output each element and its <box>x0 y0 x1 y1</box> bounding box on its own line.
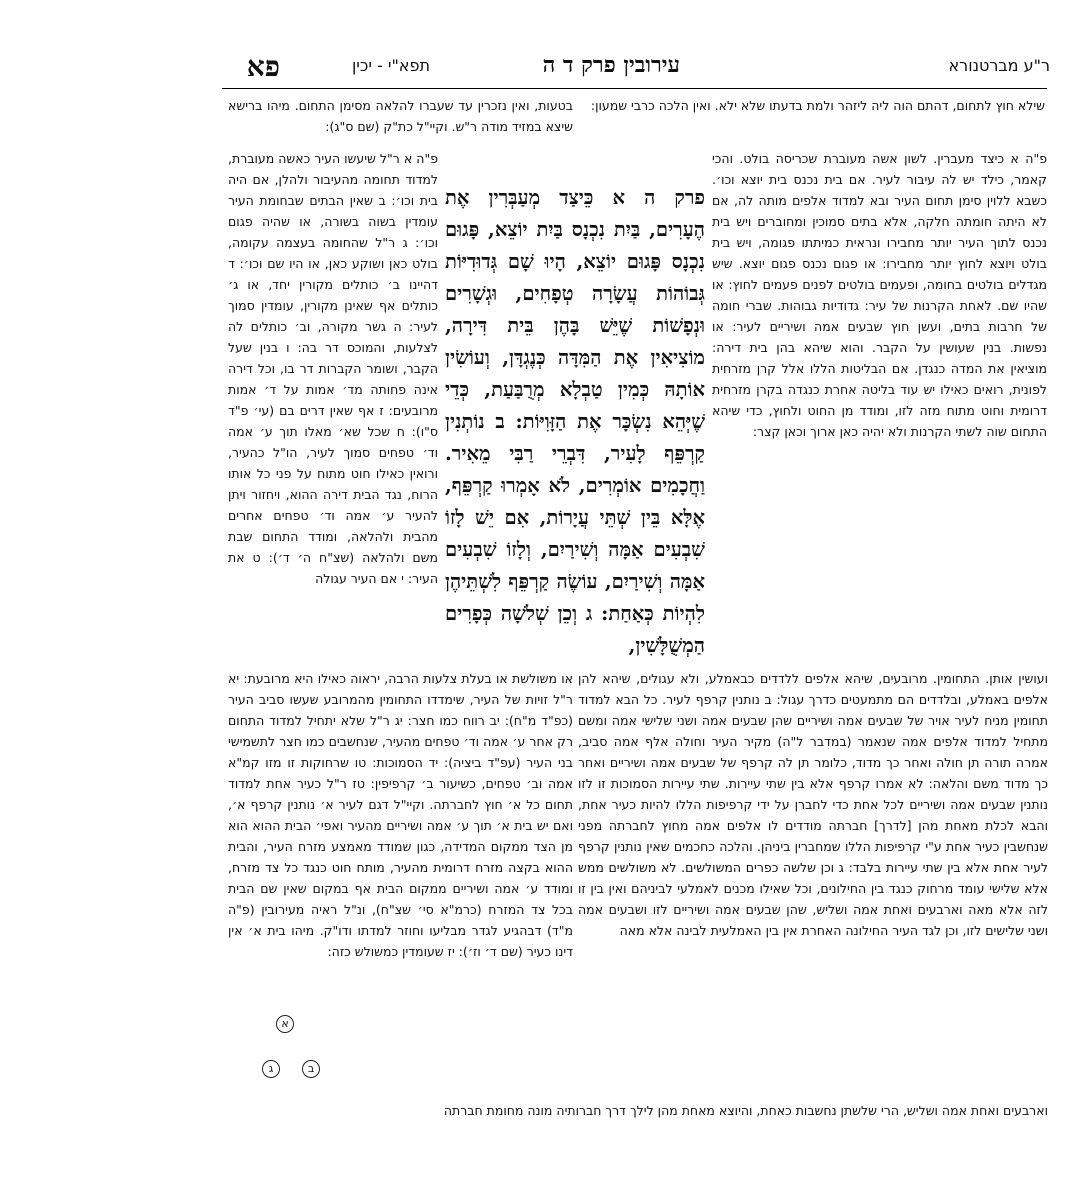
commentary-bottom-line: וארבעים ואחת אמה ושליש, הרי שלשתן נחשבות כאחת, והיוצא מאחת מהן לילך דרך חברותיה מונה מחומת חברתה <box>443 1103 1048 1118</box>
bartenura-column-1: פ"ה א כיצד מעברין. לשון אשה מעוברת שכריסה בולט. והכי קאמר, כילד יש לה עיבור לעיר. אם בית נכנס בית יוצא וכו׳. כשבא ללוין סימן תחום העיר ובא למדוד אלפים מותה לה, אם לא היתה חומתה חלקה, אלא בתים סמוכין ומחוברים ויש בית נכנס לתוך העיר יותר מחבירו ונראית כמיתתו פגומה, ויש בית בולט ויוצא לחוץ יותר מחבירו: או פגום נכנס פגום יוצא. שיש מגדלים בולטים בחומה, ופעמים בולטים לפנים פעמים לחוץ: או שהיו שם. לאחת הקרנות של עיר: גדודיות גבוהות. שברי חומה של חרבות בתים, ועשן חוץ שבעים אמה ושיריים לעיר: או נפשות. בנין שעושין על הקבר. והוא שיהא בהן בית דירה: מוציאין את המדה כנגדן. אם הבליטות הללו אלל קרן מזרחית לפונית, רואים כאילו יש עוד בליטה אחרת כנגדה בקרן מזרחית דרומית וחוט מתוח מזה לזו, ומודד מן החוט ולחוץ, כדי שיהא התחום שוה לשתי הקרנות ולא יהיה כאן ארוך וכאן קצר: <box>712 151 1047 439</box>
page-number: פא <box>246 50 280 83</box>
header-title: עירובין פרק ד ה <box>542 52 680 78</box>
commentary-top-right: שילא חוץ לתחום, דהתם הוה ליה ליזהר ולמת בדעתו שלא ילא. ואין הלכה כרבי שמעון: <box>590 98 1045 113</box>
header-source: ר"ע מברטנורא <box>948 56 1050 75</box>
header-range: תפא"י - יכין <box>351 56 430 75</box>
diagram-circle-b: ב <box>302 1060 320 1078</box>
diagram-circle-a: א <box>276 1015 294 1033</box>
mishna-text: פרק ה א כֵּיצַד מְעַבְּרִין אֶת הֶעָרִים, בַּיִת נִכְנָס בַּיִת יוֹצֵא, פָּגוּם נִכְנָס פָּגוּם יוֹצֵא, הָיוּ שָׁם גְּדוּדִיּוֹת גְּבוֹהוֹת עֲשָׂרָה טְפָחִים, וּגְשָׁרִים וּנְפָשׁוֹת שֶׁיֵּשׁ בָּהֶן בֵּית דִּירָה, מוֹצִיאִין אֶת הַמִּדָּה כְּנֶגְדָּן, וְעוֹשִׂין אוֹתָהּ כְּמִין טַבְלָא מְרֻבַּעַת, כְּדֵי שֶׁיְּהֵא נִשְׂכָּר אֶת הַזָּוִיּוֹת: ב נוֹתְנִין קַרְפֵּף לָעִיר, דִּבְרֵי רַבִּי מֵאִיר. וַחֲכָמִים אוֹמְרִים, לֹא אָמְרוּ קַרְפֵּף, אֶלָּא בֵּין שְׁתֵּי עֲיָרוֹת, אִם יֵשׁ לָזוֹ שִׁבְעִים אַמָּה וְשִׁירַיִם, וְלָזוֹ שִׁבְעִים אַמָּה וְשִׁירַיִם, עוֹשֶׂה קַרְפֵּף לִשְׁתֵּיהֶן לִהְיוֹת כְּאַחַת: ג וְכֵן שְׁלֹשָׁה כְּפָרִים הַמְשֻׁלָּשִׁין, <box>445 186 705 657</box>
header-rule <box>222 88 1047 89</box>
diagram-circle-c: ג <box>262 1060 280 1078</box>
yachin-column-1: פ"ה א ר"ל שיעשו העיר כאשה מעוברת, למדוד תחומה מהעיבור ולהלן, אם היה בית וכו׳: ב שאין הבתים שבחומת העיר עומדין בשוה בשורה, או שהיה פגום וכו׳: ג ר"ל שהחומה בעצמה עקומה, בולט כאן ושוקע כאן, או היו שם וכו׳: ד דהיינו ב׳ כותלים מקורין יחד, או ג׳ כותלים אף שאינן מקורין, עומדין סמוך לעיר: ה גשר מקורה, וב׳ כותלים לה לצלעות, והמוכס דר בה: ו בנין שעל הקבר, ושומר הקברות דר בו, וכל דירה אינה פחותה מד׳ אמות על ד׳ אמות מרובעים: ז אף שאין דרים בם (עי׳ פ"ד ס"ו): ח שכל שא׳ מאלו תוך ע׳ אמה וד׳ טפחים סמוך לעיר, הו"ל כהעיר, ורואין כאילו חוט מתוח על פני כל אותו הרוח, נגד הבית דירה ההוא, ויחזור ויתן להעיר ע׳ אמה וד׳ טפחים אחרים מהבית ולהלאה, ומודד התחום שבת משם ולהלאה (שצ"ח ה׳ ד׳): ט את העיר: י אם העיר עגולה <box>228 151 438 586</box>
commentary-top-left: בטעות, ואין נזכרין עד שעברו להלאה מסימן התחום. מיהו ברישא שיצא במזיד מודה ר"ש. וקיי"ל כת"ק (שם ס"ג): <box>228 98 573 134</box>
yachin-column-2: או משולשת או בעלת צלעות הרבה, יראוה כאילו היא מרובעת: יא ר"ל זויות של העיר, שימדדו התחומין מהמרובע שעשו סביב העיר (כפ"ד מ"ח): יב רווח כמו חצר: יג ר"ל שלא יתחיל למדוד התחום רק אחר ע׳ אמה וד׳ טפחים מהעיר, שנחשבים כמו חצר לתשמישי בני העיר (עפ"ד ביציה): יד הסמוכות: טו שרחוקות זו מזו קמ"א אמה וב׳ טפחים, כשיעור ב׳ קרפיפין: טז ר"ל כעיר אחת למדוד תחום כל א׳ חוץ לחברתה. וקיי"ל דגם לעיר א׳ נותנין קרפף א׳, ואם יש בית א׳ תוך ע׳ אמה ושיריים מהעיר ואפי׳ הבית ההוא הוא מן הצד ממקום המדידה, כגון שמודד מאמצע מזרח העיר, והבית ההוא בקצה מזרח דרומית מהעיר, מותח חוט כנגד כל צד מזרח, ומודד ע׳ אמה ושיריים ממקום הבית אף במקום שאין שם הבית בכל צד המזרח (כרמ"א סי׳ שצ"ח), ונ"ל ראיה מעירובין (פ"ה מ"ד) דבהגיע לגדר מבליעו וחוזר למדתו ודו"ק. מיהו בית א׳ אין דינו כעיר (שם ד׳ וז׳): יז שעומדין כמשולש כזה: <box>228 671 573 959</box>
page-header <box>220 52 1050 92</box>
bartenura-column-2: ועושין אותן. התחומין. מרובעים, שיהא אלפים ללדדים כבאמלע, ולא עגולים, שיהא להן אלפים באמלע, ובלדדים הם מתמעטים כדרך עגול: ב נותנין קרפף לעיר. כל הבא למדוד תחומין מניח לעיר אויר של שבעים אמה ושיריים שהן שבעים אמה ושני שלישי אמה ומשם מתחיל למדוד אלפים אמה שנאמר (במדבר ל"ה) מקיר העיר וחולה אלף אמה סביב, אמרה תורה תן חולה ואחר כך מדוד, כלומר תן לה קרפף של שבעים אמה ושיריים ואחר כך מדוד משם והלאה: לא אמרו קרפף אלא בין שתי עיירות. שתי עיירות הסמוכות זו לזו נותנין שבעים אמה ושיריים לכל אחת כדי לחברן על ידי קרפיפות הללו להיות כעיר אחת, והבא לכלת מאחת מהן [לדרך] חברתה מודדים לו אלפים אמה מחוץ לחברתה מפני שנחשבין כעיר אחת ע"י קרפיפות הללו שמחברין ביניהן. והלכה כחכמים שאין נותנין קרפף לעיר אחת אלא בין שתי עיירות בלבד: ג וכן שלשה כפרים המשולשים. לא משולשים ממש אלא שלישי עומד מרחוק כנגד בין החילונים, וכל שאילו מכנים לאמלעי לביניהם ואין בין זו לזה אלא מאה וארבעים ואחת אמה ושליש, שהן שבעים אמה ושיריים לזו ושבעים אמה ושני שלישים לזו, וכן לגד העיר החילונה האחרת אין בין האמלעית לבינה אלא מאה <box>578 671 1048 938</box>
